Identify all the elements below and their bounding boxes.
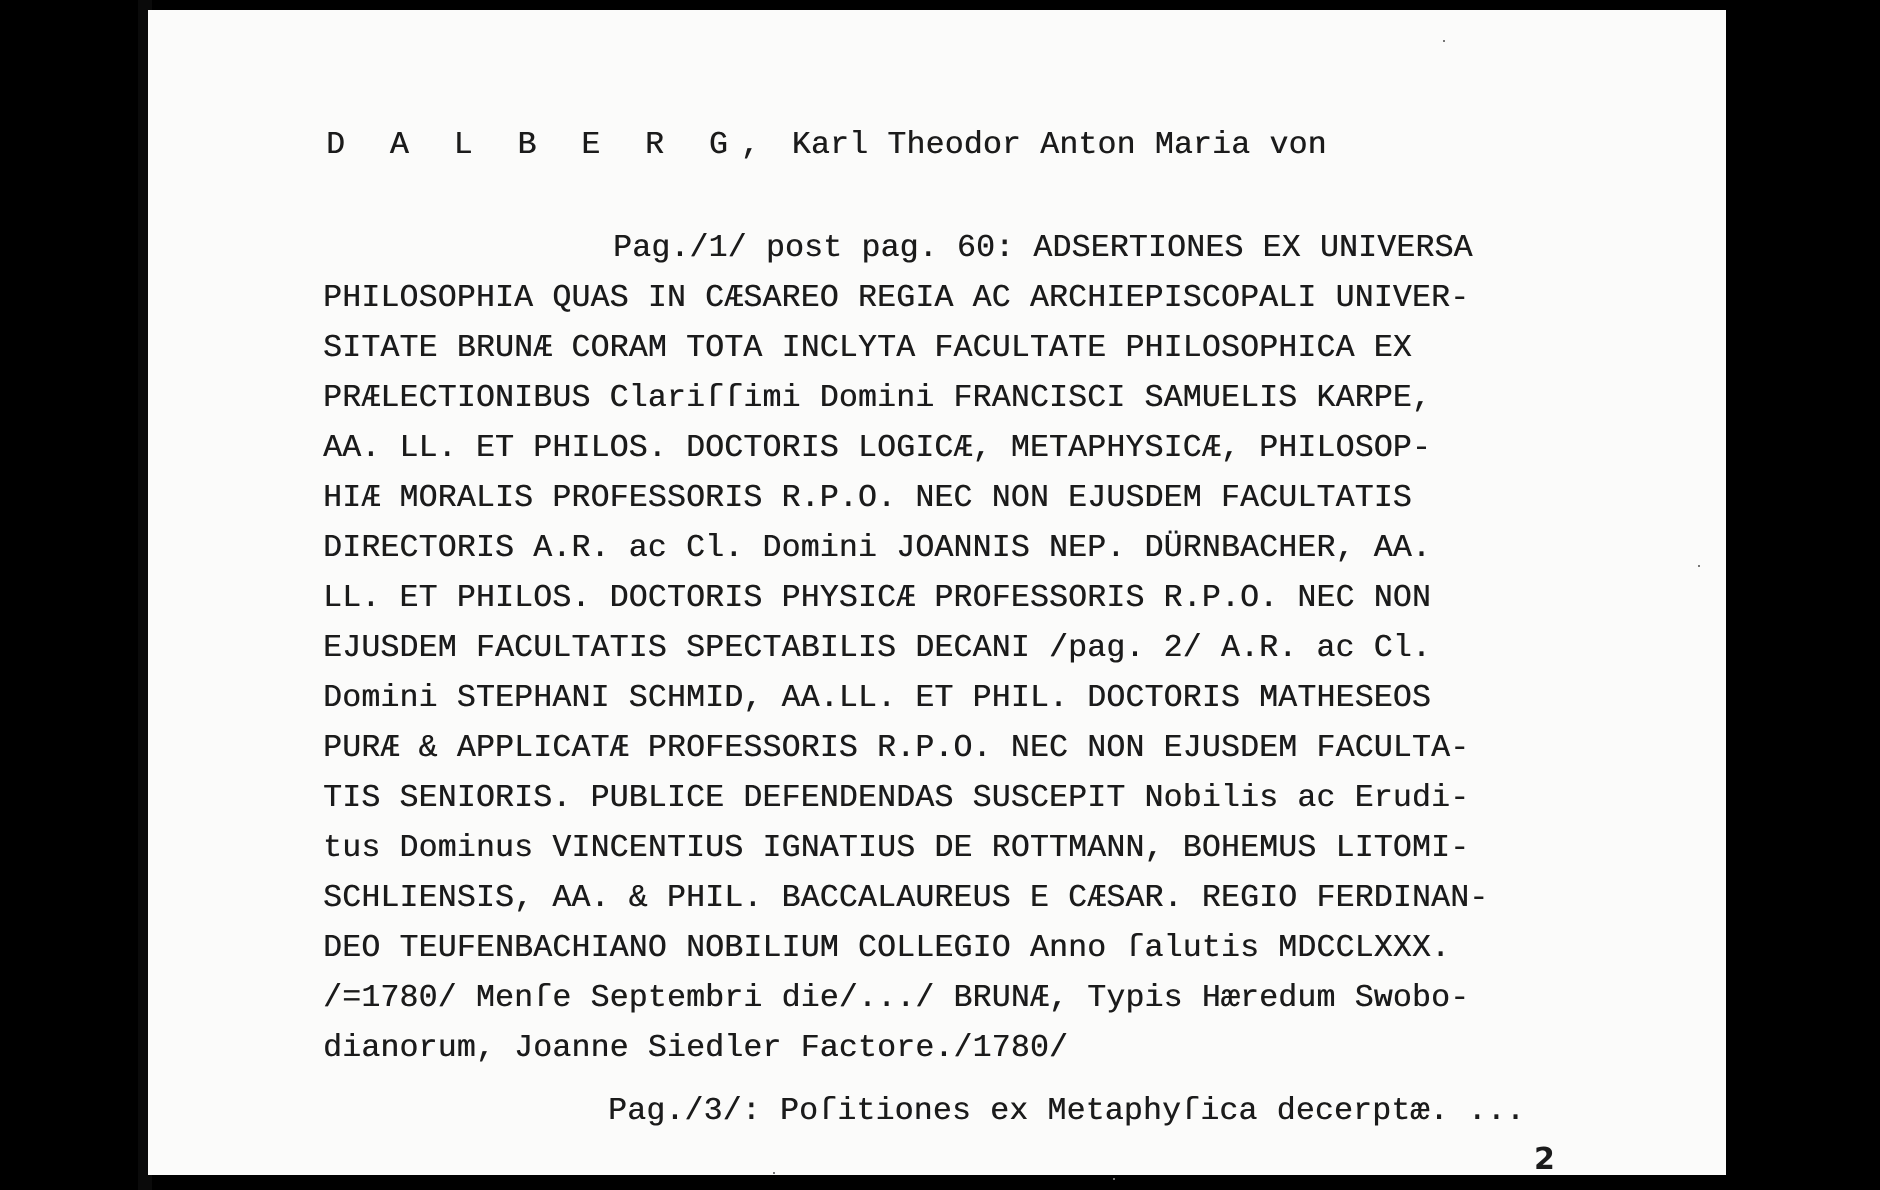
- heading-surname: D A L B E R G,: [326, 128, 773, 163]
- text-line: HIÆ MORALIS PROFESSORIS R.P.O. NEC NON EJUSDEM FACULTATIS: [323, 481, 1412, 516]
- text-line: LL. ET PHILOS. DOCTORIS PHYSICÆ PROFESSORIS R.P.O. NEC NON: [323, 581, 1431, 616]
- closing-line: Pag./3/: Poſitiones ex Metaphyſica decerptæ. ...: [608, 1094, 1525, 1129]
- text-line: SITATE BRUNÆ CORAM TOTA INCLYTA FACULTATE PHILOSOPHICA EX: [323, 331, 1412, 366]
- text-line: PURÆ & APPLICATÆ PROFESSORIS R.P.O. NEC NON EJUSDEM FACULTA-: [323, 731, 1470, 766]
- scan-speck: [1698, 565, 1700, 567]
- text-line: dianorum, Joanne Siedler Factore./1780/: [323, 1031, 1069, 1066]
- text-line: EJUSDEM FACULTATIS SPECTABILIS DECANI /pag. 2/ A.R. ac Cl.: [323, 631, 1431, 666]
- text-line: tus Dominus VINCENTIUS IGNATIUS DE ROTTMANN, BOHEMUS LITOMI-: [323, 831, 1470, 866]
- text-line: AA. LL. ET PHILOS. DOCTORIS LOGICÆ, METAPHYSICÆ, PHILOSOP-: [323, 431, 1431, 466]
- entry-heading: [326, 130, 1327, 162]
- catalog-card: [148, 10, 1726, 1175]
- text-line: SCHLIENSIS, AA. & PHIL. BACCALAUREUS E CÆSAR. REGIO FERDINAN-: [323, 881, 1489, 916]
- text-line: Pag./1/ post pag. 60: ADSERTIONES EX UNIVERSA: [613, 231, 1473, 266]
- text-line: DEO TEUFENBACHIANO NOBILIUM COLLEGIO Anno ſalutis MDCCLXXX.: [323, 931, 1451, 966]
- text-line: PHILOSOPHIA QUAS IN CÆSAREO REGIA AC ARCHIEPISCOPALI UNIVER-: [323, 281, 1470, 316]
- text-line: TIS SENIORIS. PUBLICE DEFENDENDAS SUSCEPIT Nobilis ac Erudi-: [323, 781, 1470, 816]
- page-number: 2: [1534, 1142, 1555, 1177]
- text-line: DIRECTORIS A.R. ac Cl. Domini JOANNIS NEP. DÜRNBACHER, AA.: [323, 531, 1431, 566]
- text-line: Domini STEPHANI SCHMID, AA.LL. ET PHIL. DOCTORIS MATHESEOS: [323, 681, 1431, 716]
- text-line: /=1780/ Menſe Septembri die/.../ BRUNÆ, Typis Hæredum Swobo-: [323, 981, 1470, 1016]
- scan-speck: [1113, 1178, 1115, 1180]
- heading-given-names: Karl Theodor Anton Maria von: [772, 128, 1327, 163]
- scan-speck: [773, 1172, 775, 1174]
- text-line: PRÆLECTIONIBUS Clariſſimi Domini FRANCISCI SAMUELIS KARPE,: [323, 381, 1431, 416]
- scan-speck: [1443, 40, 1445, 42]
